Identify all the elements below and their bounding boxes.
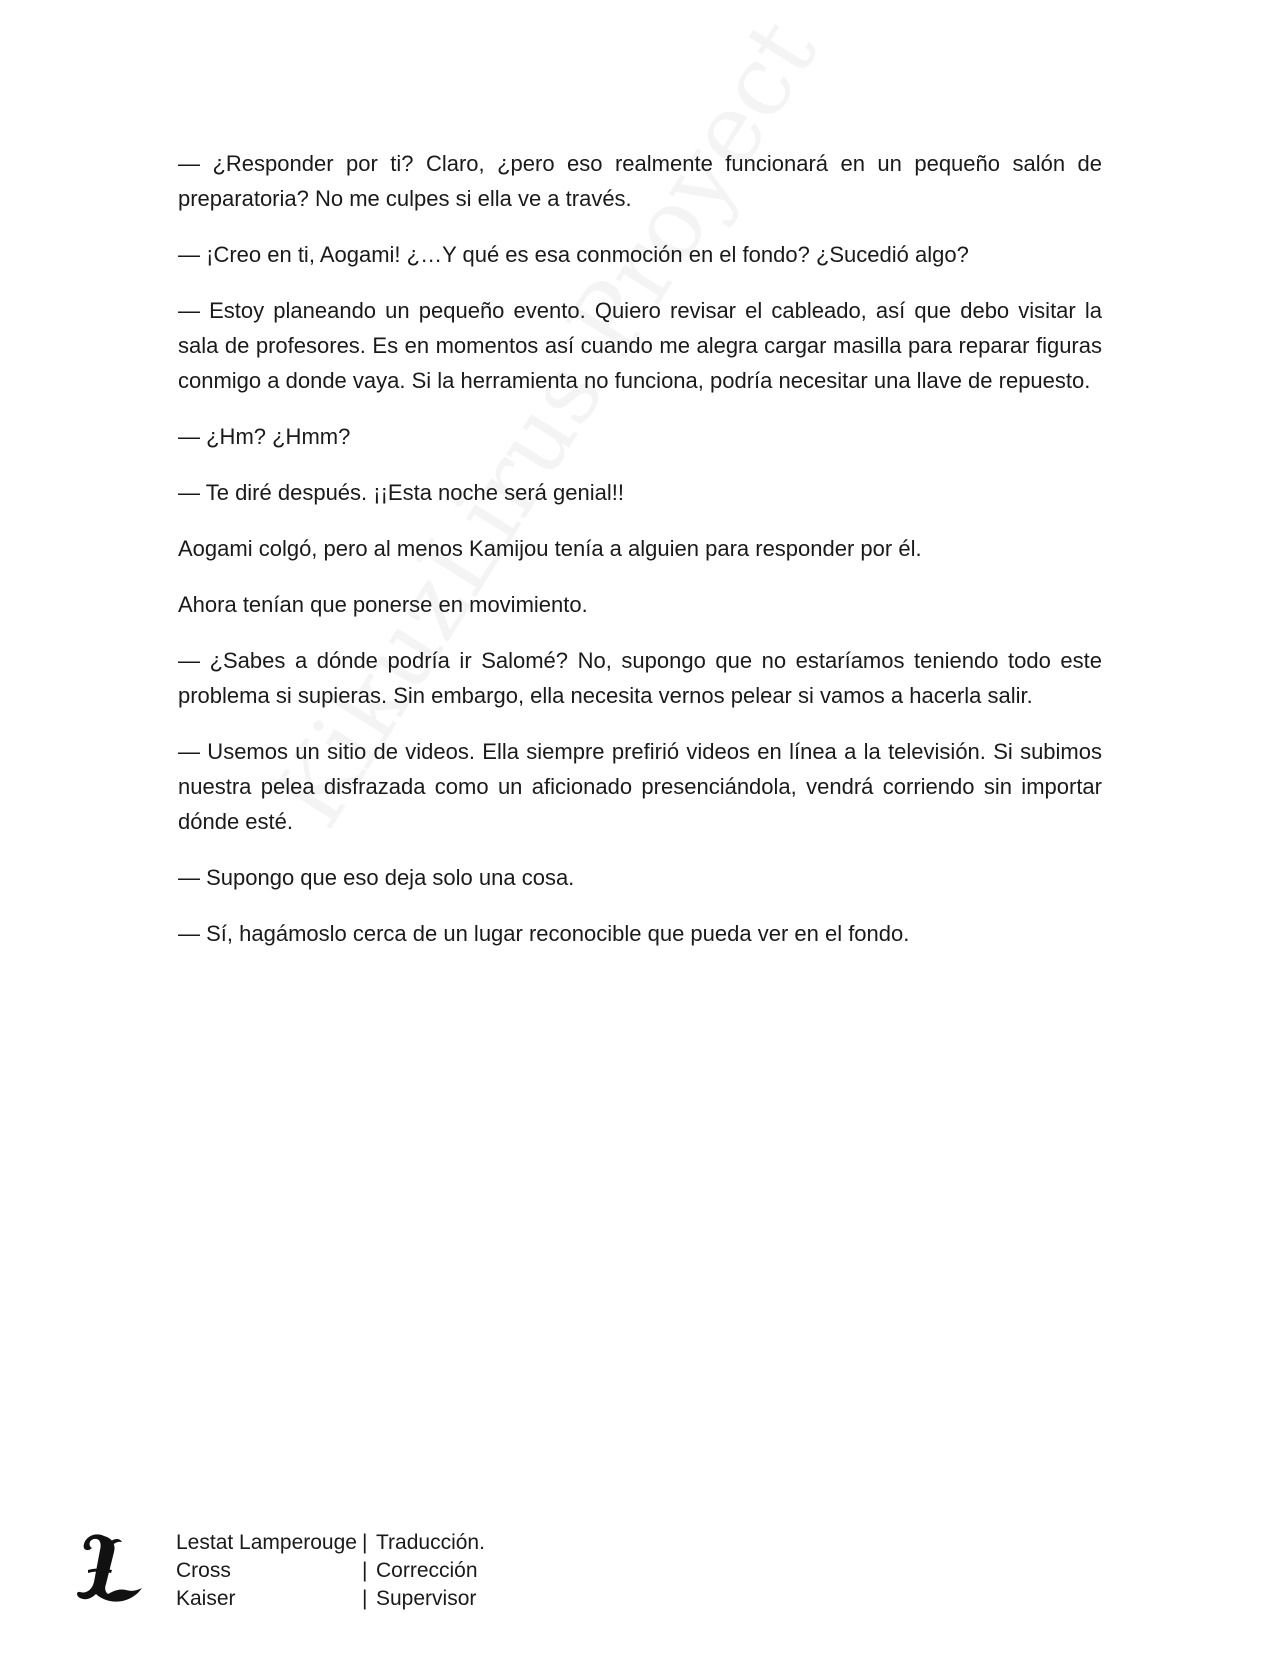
paragraph: — Sí, hagámoslo cerca de un lugar reconocible que pueda ver en el fondo. [178, 921, 910, 946]
paragraph: — ¿Sabes a dónde podría ir Salomé? No, supongo que no estaríamos teniendo todo este problema si supieras. Sin embargo, ella necesita vernos pelear si vamos a hacerla salir. [178, 648, 1102, 708]
paragraph: Ahora tenían que ponerse en movimiento. [178, 592, 588, 617]
credit-separator: | [362, 1587, 368, 1610]
paragraph: — ¿Hm? ¿Hmm? [178, 424, 351, 449]
body-text [178, 146, 1102, 972]
credit-row [176, 1557, 485, 1585]
credit-role: Supervisor [376, 1587, 477, 1610]
credit-role: Corrección [376, 1559, 478, 1582]
credit-role: Traducción. [376, 1531, 485, 1554]
paragraph: — ¿Responder por ti? Claro, ¿pero eso realmente funcionará en un pequeño salón de preparatoria? No me culpes si ella ve a través. [178, 151, 1102, 211]
paragraph: — Supongo que eso deja solo una cosa. [178, 865, 575, 890]
credit-row [176, 1585, 485, 1613]
paragraph: — Estoy planeando un pequeño evento. Quiero revisar el cableado, así que debo visitar la sala de profesores. Es en momentos así cuando me alegra cargar masilla para reparar figuras conmigo a donde vaya. Si la herramienta no funciona, podría necesitar una llave de repuesto. [178, 298, 1102, 393]
paragraph: — Usemos un sitio de videos. Ella siempre prefirió videos en línea a la televisión. Si subimos nuestra pelea disfrazada como un aficionado presenciándola, vendrá corriendo sin importar dónde esté. [178, 739, 1102, 834]
paragraph: — Te diré después. ¡¡Esta noche será genial!! [178, 480, 624, 505]
credit-separator: | [362, 1531, 368, 1554]
credit-name: Cross [176, 1559, 231, 1582]
paragraph: — ¡Creo en ti, Aogami! ¿…Y qué es esa conmoción en el fondo? ¿Sucedió algo? [178, 242, 969, 267]
credit-separator: | [362, 1559, 368, 1582]
paragraph: Aogami colgó, pero al menos Kamijou tenía a alguien para responder por él. [178, 536, 922, 561]
gothic-letter-l-icon [74, 1530, 144, 1606]
credit-name: Lestat Lamperouge [176, 1531, 357, 1554]
credit-row [176, 1529, 485, 1557]
credit-name: Kaiser [176, 1587, 236, 1610]
credits [176, 1529, 485, 1613]
